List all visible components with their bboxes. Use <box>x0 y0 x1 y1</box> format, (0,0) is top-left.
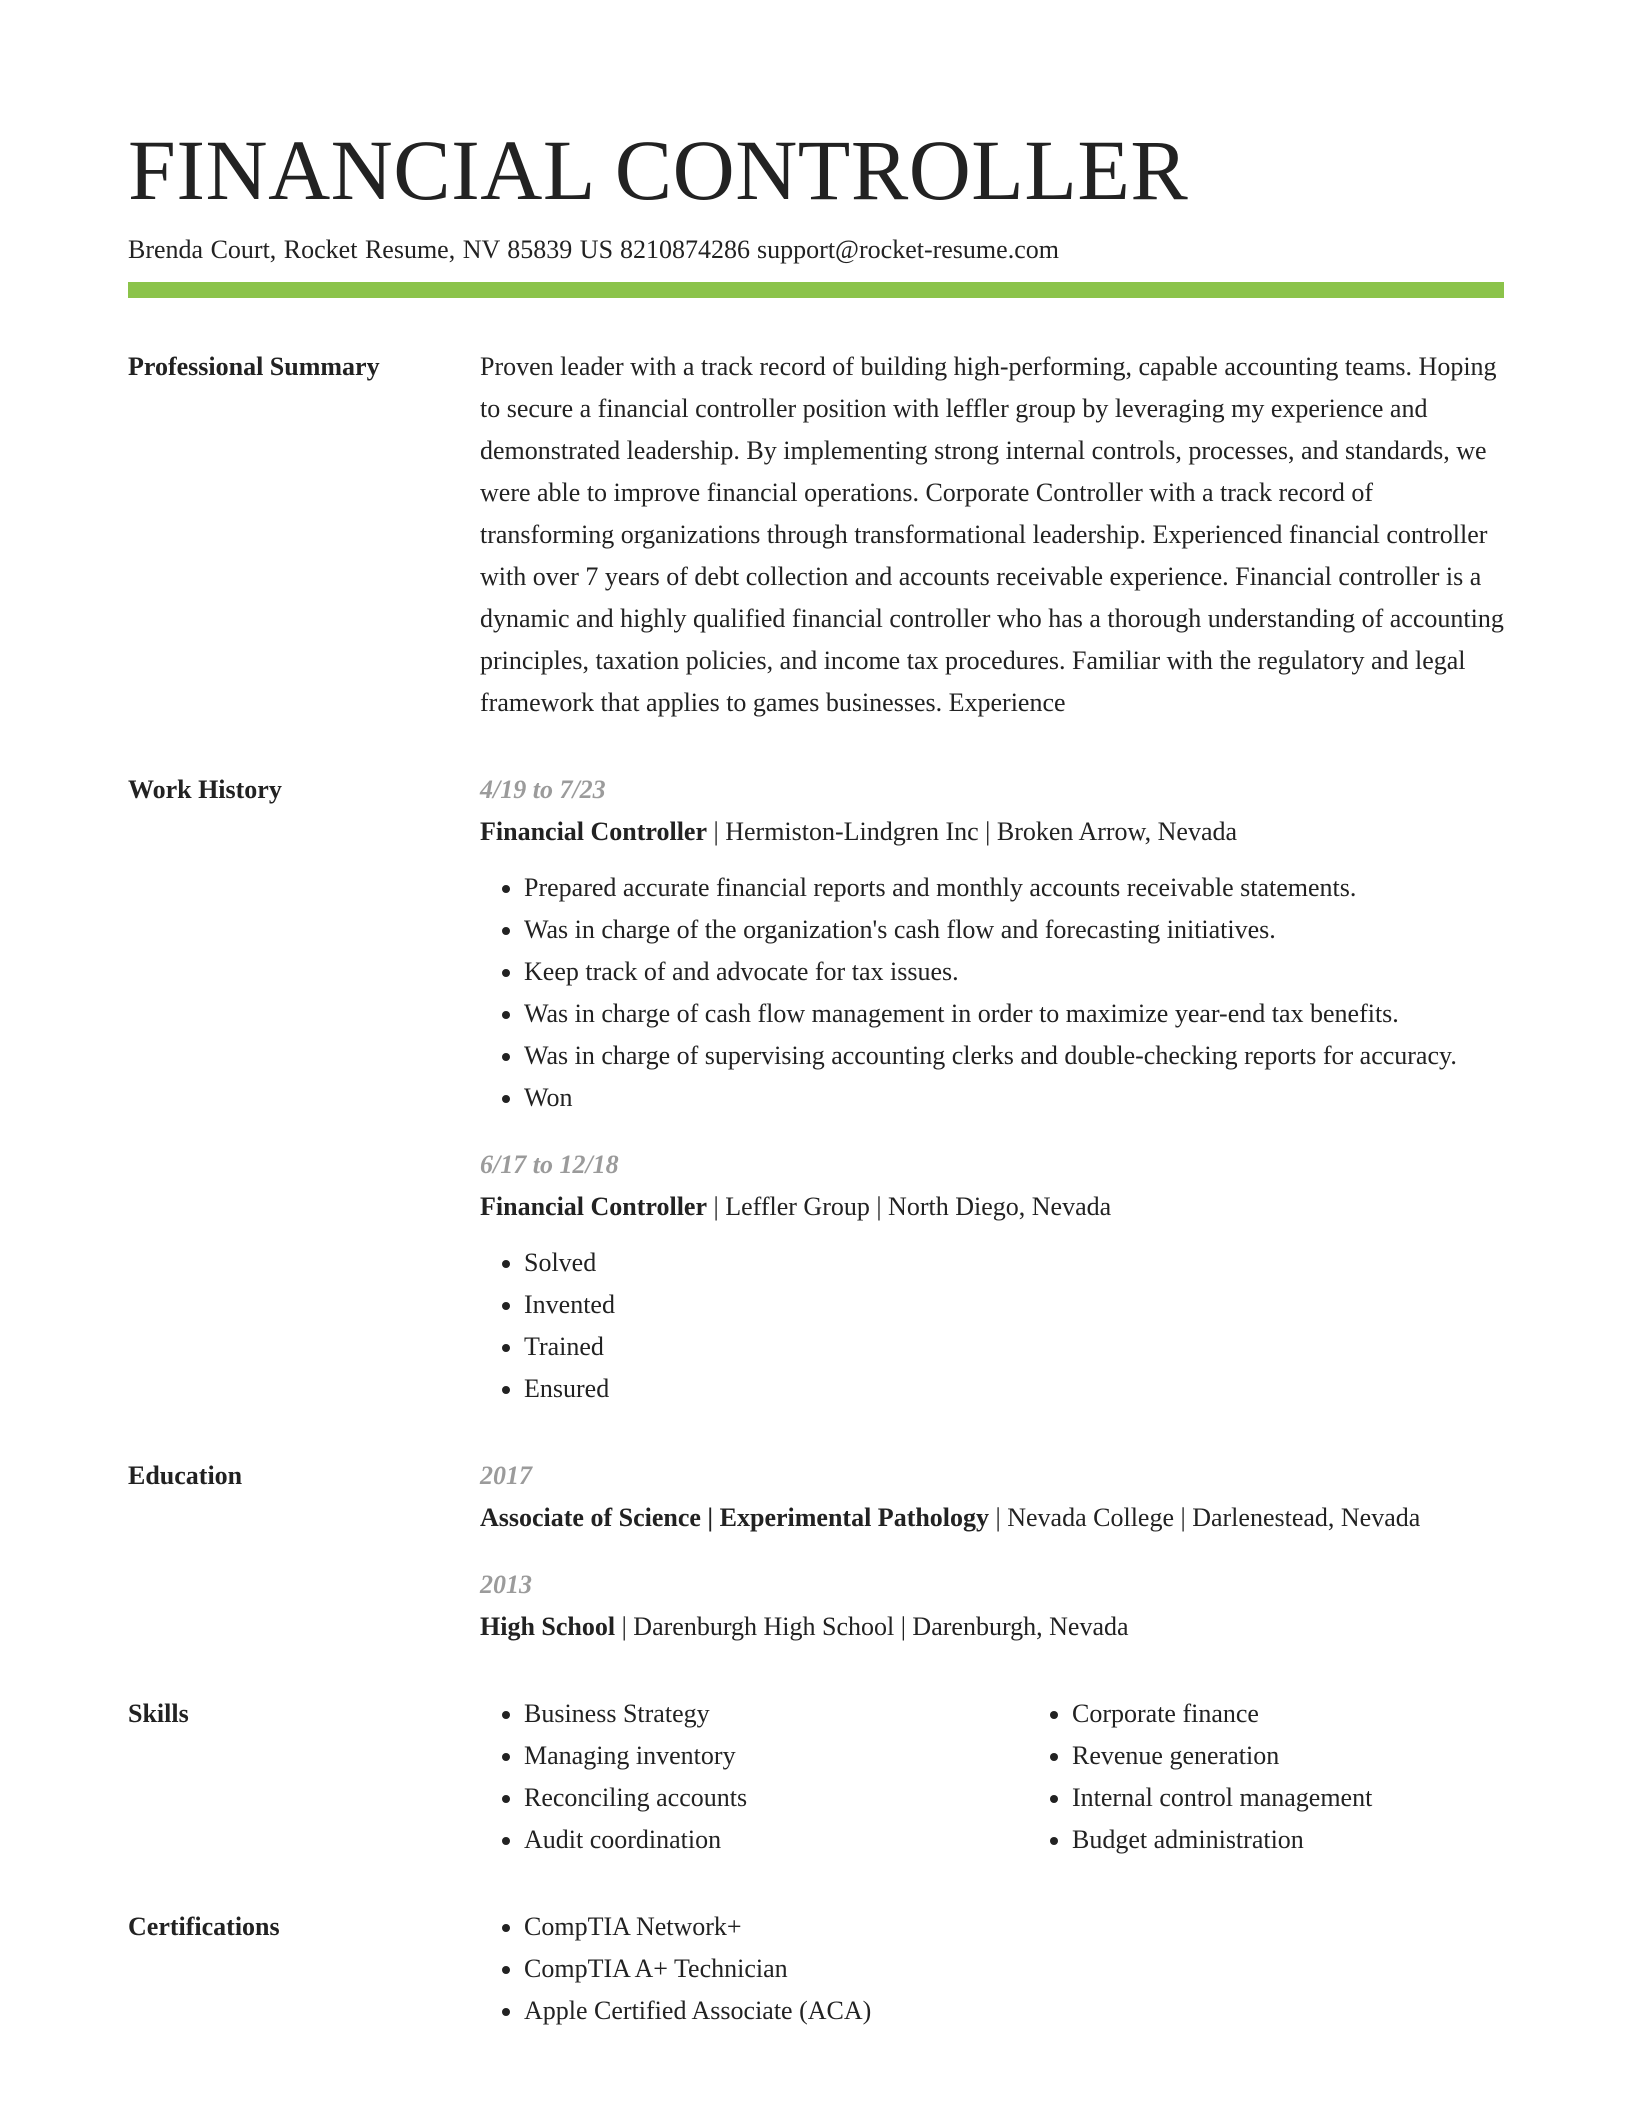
section-label-certifications: Certifications <box>128 1912 280 1941</box>
section-label-work-history: Work History <box>128 775 282 804</box>
contact-email: support@rocket-resume.com <box>757 235 1059 264</box>
job-role-line <box>480 811 1504 853</box>
education-year: 2013 <box>480 1570 532 1599</box>
education-degree: High School <box>480 1612 616 1641</box>
job-bullet: • Keep track of and advocate for tax issues. <box>524 951 1504 993</box>
header-divider <box>128 282 1504 298</box>
skill-item: • Business Strategy <box>524 1693 984 1735</box>
job-bullet: • Ensured <box>524 1368 1504 1410</box>
education-details: | Nevada College | Darlenestead, Nevada <box>989 1503 1421 1532</box>
job-bullet: • Prepared accurate financial reports and monthly accounts receivable statements. <box>524 867 1504 909</box>
job-title: Financial Controller <box>480 1192 708 1221</box>
section-body-summary <box>480 349 1504 724</box>
job-dates: 4/19 to 7/23 <box>480 775 606 804</box>
skill-item: • Corporate finance <box>1072 1693 1504 1735</box>
skill-item: • Audit coordination <box>524 1819 984 1861</box>
summary-text: Proven leader with a track record of building high-performing, capable accounting teams. Hoping to secure a financial controller position with leffler group by leveraging my experience and demonstrated leadership. By implementing strong internal controls, processes, and standards, we were able to improve financial operations. Corporate Controller with a track record of transforming organizations through transformational leadership. Experienced financial controller with over 7 years of debt collection and accounts receivable experience. Financial controller is a dynamic and highly qualified financial controller who has a thorough understanding of accounting principles, taxation policies, and income tax procedures. Familiar with the regulatory and legal framework that applies to games businesses. Experience <box>480 352 1504 717</box>
education-line <box>480 1606 1504 1648</box>
skill-item: • Budget administration <box>1072 1819 1504 1861</box>
job-bullets <box>480 1242 1504 1410</box>
education-details: | Darenburgh High School | Darenburgh, Nevada <box>615 1612 1129 1641</box>
job-bullet: • Won <box>524 1077 1504 1119</box>
certifications-list <box>480 1906 1504 2032</box>
skills-list-right <box>1028 1693 1504 1861</box>
contact-address: Brenda Court, Rocket Resume, NV 85839 US <box>128 235 614 264</box>
contact-line <box>128 232 1504 268</box>
education-entry <box>480 1564 1504 1648</box>
section-skills <box>128 1696 1504 1861</box>
job-bullet: • Was in charge of supervising accounting clerks and double-checking reports for accuracy. <box>524 1035 1504 1077</box>
certification-item: • Apple Certified Associate (ACA) <box>524 1990 1504 2032</box>
section-work-history <box>128 772 1504 1410</box>
job-entry <box>480 1144 1504 1410</box>
skill-item: • Revenue generation <box>1072 1735 1504 1777</box>
resume-title: FINANCIAL CONTROLLER <box>128 122 1189 218</box>
section-education <box>128 1458 1504 1648</box>
section-label-summary: Professional Summary <box>128 352 380 381</box>
section-body-certifications <box>480 1909 1504 2032</box>
skill-item: • Managing inventory <box>524 1735 984 1777</box>
education-year: 2017 <box>480 1461 532 1490</box>
certification-item: • CompTIA A+ Technician <box>524 1948 1504 1990</box>
section-label-education: Education <box>128 1461 243 1490</box>
skills-columns <box>480 1693 1504 1861</box>
job-bullet: • Invented <box>524 1284 1504 1326</box>
skills-list-left <box>480 1693 984 1861</box>
education-degree: Associate of Science | Experimental Pathology <box>480 1503 990 1532</box>
contact-phone: 8210874286 <box>620 235 751 264</box>
job-bullets <box>480 867 1504 1119</box>
job-role-line <box>480 1186 1504 1228</box>
section-body-skills <box>480 1696 1504 1861</box>
section-summary <box>128 349 1504 724</box>
job-details: | Hermiston-Lindgren Inc | Broken Arrow, Nevada <box>707 817 1238 846</box>
section-body-education <box>480 1458 1504 1648</box>
job-bullet: • Trained <box>524 1326 1504 1368</box>
certification-item: • CompTIA Network+ <box>524 1906 1504 1948</box>
job-bullet: • Was in charge of the organization's cash flow and forecasting initiatives. <box>524 909 1504 951</box>
education-entry <box>480 1455 1504 1539</box>
job-details: | Leffler Group | North Diego, Nevada <box>707 1192 1112 1221</box>
resume-page <box>128 120 1504 2032</box>
skill-item: • Internal control management <box>1072 1777 1504 1819</box>
job-entry <box>480 769 1504 1119</box>
job-bullet: • Solved <box>524 1242 1504 1284</box>
education-line <box>480 1497 1504 1539</box>
section-certifications <box>128 1909 1504 2032</box>
section-body-work-history <box>480 772 1504 1410</box>
job-title: Financial Controller <box>480 817 708 846</box>
job-dates: 6/17 to 12/18 <box>480 1150 619 1179</box>
skill-item: • Reconciling accounts <box>524 1777 984 1819</box>
job-bullet: • Was in charge of cash flow management in order to maximize year-end tax benefits. <box>524 993 1504 1035</box>
section-label-skills: Skills <box>128 1699 189 1728</box>
